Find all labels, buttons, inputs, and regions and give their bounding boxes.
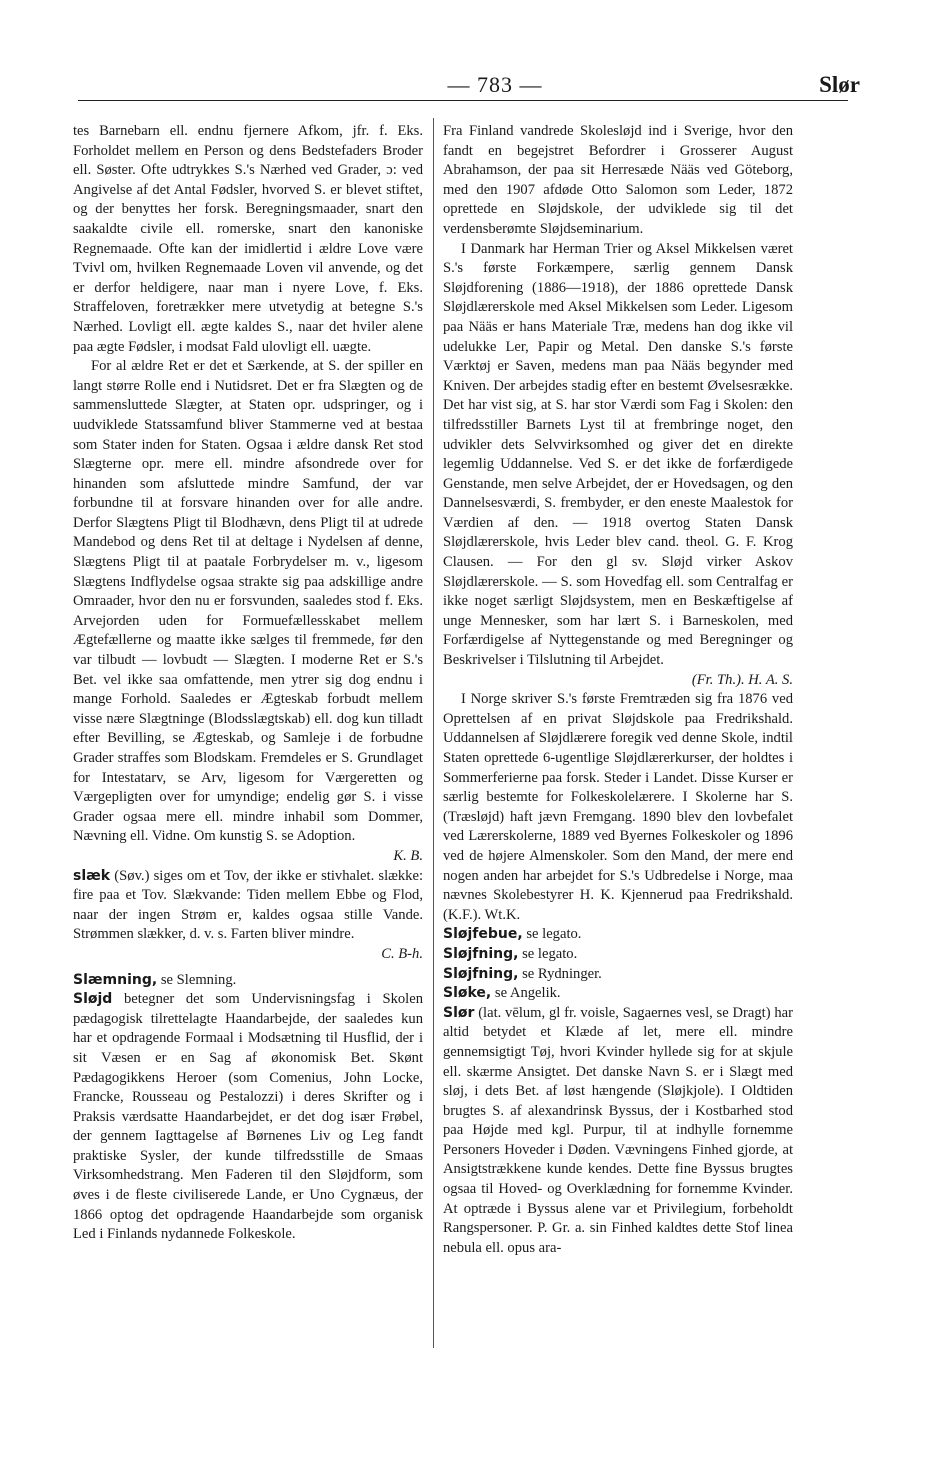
entry-text: se Rydninger. xyxy=(522,965,602,982)
entry-text: se legato. xyxy=(526,926,582,943)
page-header xyxy=(60,68,868,108)
entry-text: se Slemning. xyxy=(160,971,237,988)
headword: Sløjd xyxy=(73,991,113,1008)
entry-text: se Angelik. xyxy=(494,985,561,1002)
headword: Sløke, xyxy=(443,985,492,1002)
headword: Slæmning, xyxy=(73,971,158,988)
headword: Sløjfning, xyxy=(443,945,519,962)
paragraph: For al ældre Ret er det et Særkende, at S. der spiller en langt større Rolle end i Nutidsret. Det er fra Slægten og de sammensluttede Slægter, at Staten opr. udspringer, og i uudviklede Statssamfund bliver Stammerne ved at bestaa som Stater inden for Staten. Ogsaa i ældre dansk Ret stod Slægterne opr. mere ell. mindre afsondrede over for hinanden som afsluttede mindre Samfund, der var forbundne til at forsvare hinanden over for alle andre. Derfor Slægtens Pligt til Blodhævn, dens Pligt til at udrede Mandebod og dens Ret til at deltage i Nydelsen af denne, Slægtens Pligt til at paatale Forbrydelser m. v., ligesom Slægtens Indflydelse ogsaa strakte sig paa adskillige andre Omraader, hvor den nu er forsvunden, saaledes stod f. Eks. Arvejorden uden for Formuefællesskabet mellem Ægtefællerne og maatte ikke sælges til fremmede, før den var tilbudt — lovbudt — Slægten. I moderne Ret er S.'s Bet. vel ikke saa omfattende, men ytrer sig dog endnu i mange Forhold. Saaledes er Ægteskab forbudt mellem visse nære Slægtninge (Blodsslægtskab) ell. dog kun tilladt efter Bevilling, se Ægteskab, og Samleje i de forbudne Grader straffes som Blodskam. Fremdeles er S. Grundlaget for Intestatarv, se Arv, ligesom for Værgeretten og Værgepligten over for umyndige; endelig gør S. i visse Grader ogsaa mere ell. mindre inhabil som Dommer, Nævning ell. Vidne. Om kunstig S. se Adoption. xyxy=(73,358,423,845)
headword: Slør xyxy=(443,1004,475,1021)
author-signature: K. B. xyxy=(393,847,423,864)
entry-slojfebue xyxy=(443,925,793,945)
entry-sloke xyxy=(443,984,793,1004)
entry-slojfning-2 xyxy=(443,965,793,985)
headword: Sløjfebue, xyxy=(443,926,523,943)
header-rule xyxy=(78,100,848,101)
entry-slojfning xyxy=(443,945,793,965)
entry-text: se legato. xyxy=(522,945,578,962)
page-number: — 783 — xyxy=(447,72,543,97)
entry-slaemning xyxy=(73,971,423,991)
entry-slor xyxy=(443,1004,793,1259)
headword: Sløjfning, xyxy=(443,965,519,982)
running-head: Slør xyxy=(819,72,860,97)
entry-slaek xyxy=(73,867,423,945)
column-rule xyxy=(433,118,434,1348)
paragraph: Fra Finland vandrede Skolesløjd ind i Sverige, hvor den fandt en begejstret Befordrer i Grosserer August Abrahamson, der paa sit Herresæde Nääs ved Göteborg, med den 1907 afdøde Otto Salomon som Leder, 1872 oprettede en Sløjdskole, der udviklede sig til det verdensberømte Sløjdseminarium. xyxy=(443,123,793,237)
entry-text: betegner det som Undervisningsfag i Skolen pædagogisk tilrettelagte Haandarbejde, der saaledes kun har et opdragende Formaal i Modsætning til Husflid, der i sit Væsen er en Sag af økonomisk Bet. Skønt Pædagogikkens Heroer (som Comenius, John Locke, Francke, Rousseau og Pestalozzi) i deres Skrifter og i Praksis værdsatte Haandarbejdet, er det dog især Frøbel, der gennem Iagttagelse af Børnenes Liv og Leg fandt praktiske Sysler, der kunde tilfredsstille de Smaas Virksomhedstrang. Men Faderen til den Sløjdform, som øves i de fleste civiliserede Lande, er Uno Cygnæus, der 1866 optog det opdragende Haandarbejde som organisk Led i Finlands nydannede Folkeskole. xyxy=(73,991,423,1243)
paragraph: I Danmark har Herman Trier og Aksel Mikkelsen været S.'s første Forkæmpere, særlig gennem Dansk Sløjdforening (1886—1918), der 1886 oprettede Dansk Sløjdlærerskole med Aksel Mikkelsen som Leder. Ligesom paa Nääs er hans Materiale Træ, medens han dog ikke vil udelukke Ler, Papir og Metal. Den danske S.'s første Værktøj er Saven, medens man paa Nääs begynder med Kniven. Der arbejdes stadig efter en bestemt Øvelsesrække. Det har vist sig, at S. har stor Værdi som Fag i Skolen: den tilfredsstiller Barnets Lyst til at frembringe noget, den udvikler dets Selvvirksomhed og giver det en direkte legemlig Uddannelse. Ved S. er det ikke de forfærdigede Genstande, men selve Arbejdet, der er Hovedsagen, og den Dannelsesværdi, S. frembyder, er den eneste Maalestok for Værdien af den. — 1918 overtog Staten Dansk Sløjdlærerskole, hvis Leder blev cand. theol. G. F. Krog Clausen. — For den gl sv. Sløjd virker Askov Sløjdlærerskole. — S. som Hovedfag ell. som Centralfag er ikke noget særligt Sløjdsystem, men en Beskæftigelse af unge Mennesker, som har lært S. i Barneskolen, med Forfærdigelse af Nyttegenstande og med Beregninger og Beskrivelser i Tilslutning til Arbejdet. xyxy=(443,240,793,669)
entry-slojd xyxy=(73,990,423,1245)
entry-text: (Søv.) siges om et Tov, der ikke er stivhalet. slække: fire paa et Tov. Slækvande: Tiden mellem Ebbe og Flod, naar der ingen Strøm er, kaldes ogsaa stille Vande. Strømmen slækker, d. v. s. Farten bliver mindre. xyxy=(73,867,423,943)
headword: slæk xyxy=(73,867,111,884)
paragraph: tes Barnebarn ell. endnu fjernere Afkom, jfr. f. Eks. Forholdet mellem en Person og dens Bedstefaders Broder ell. Søster. Ofte udtrykkes S.'s Nærhed ved Grader, ɔ: ved Angivelse af det Antal Fødsler, hvorved S. er blevet stiftet, og der benyttes her forsk. Beregningsmaader, snart den saakaldte civile ell. romerske, snart den kanoniske Regnemaade. Ofte kan der imidlertid i ældre Love være Tvivl om, hvilken Regnemaade Loven vil anvende, og det er derfor heldigere, naar man i nyere Love, f. Eks. Straffeloven, foretrækker mere utvetydig at betegne S.'s Nærhed. Lovligt ell. ægte kaldes S., naar det hviler alene paa ægte Fødsler, i modsat Fald ulovligt ell. uægte. xyxy=(73,123,423,355)
author-signature: C. B-h. xyxy=(381,945,423,962)
left-column xyxy=(73,122,423,1245)
right-column xyxy=(443,122,793,1258)
paragraph: I Norge skriver S.'s første Fremtræden sig fra 1876 ved Oprettelsen af en privat Sløjdskole paa Fredrikshald. Uddannelsen af Sløjdlærere foregik ved denne Skole, indtil Staten oprettede 6-ugentlige Sløjdlærerkurser, der holdtes i Sommerferierne paa forsk. Steder i Landet. Disse Kurser er særlig bestemte for Folkeskolelærere. I Skolerne har S. (Træsløjd) haft jævn Fremgang. 1890 blev den lovbefalet ved Lærerskolerne, 1889 ved Byernes Folkeskoler og 1896 ved de højere Almenskoler. Som den Mand, der mere end nogen anden har arbejdet for S.'s Udbredelse i Norge, maa nævnes Skolebestyrer H. K. Kjennerud paa Fredrikshald. (K.F.). Wt.K. xyxy=(443,691,793,923)
author-signature: (Fr. Th.). H. A. S. xyxy=(691,671,793,688)
entry-text: (lat. vēlum, gl fr. voisle, Sagaernes vesl, se Dragt) har altid betydet et Klæde af let, mere ell. mindre gennemsigtigt Tøj, hvori Kvinder hyllede sig for at skjule ell. skærme Ansigtet. Det danske Navn S. er i Slægt med sløj, i dets Bet. af løst hængende (Sløjkjole). I Oldtiden brugtes S. af alexandrinsk Byssus, der i Kostbarhed stod paa Højde med kgl. Purpur, til at indhylle fornemme Personers Hoveder i Døden. Vævningens Finhed gjorde, at Ansigtstrækkene kunde kendes. Dette fine Byssus brugtes ogsaa til Hoved- og Overklædning for fornemme Kvinder. At optræde i Byssus alene var et Privilegium, forbeholdt Rangspersoner. P. Gr. a. sin Finhed kaldtes dette Stof linea nebula ell. opus ara- xyxy=(443,1004,793,1256)
